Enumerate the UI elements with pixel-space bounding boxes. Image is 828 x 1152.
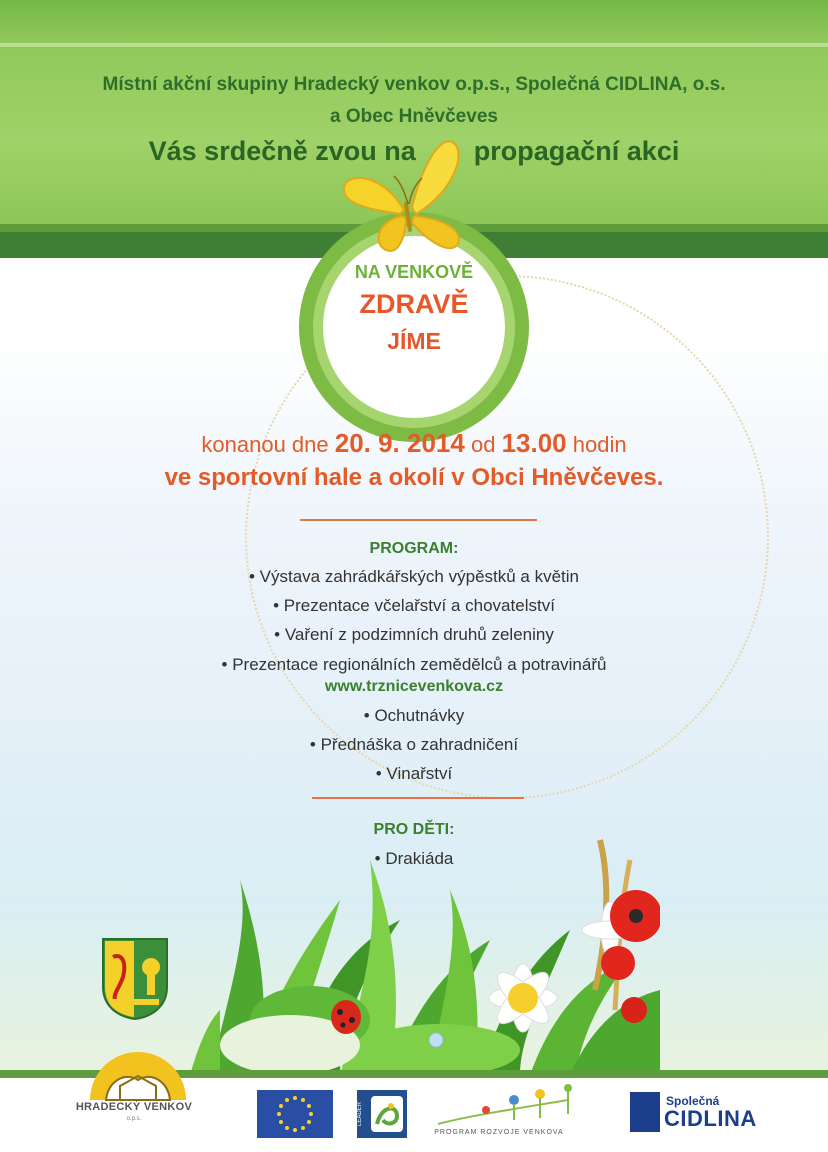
badge-line-2: ZDRAVĚ xyxy=(359,289,469,319)
date-suffix: hodin xyxy=(566,432,627,457)
kids-heading: PRO DĚTI: xyxy=(373,821,455,838)
program-item: • Přednáška o zahradničení xyxy=(309,735,519,754)
organizers-line: Místní akční skupiny Hradecký venkov o.p.s., Společná CIDLINA, o.s. xyxy=(102,74,726,95)
program-item: • Ochutnávky xyxy=(363,706,465,725)
butterfly-icon xyxy=(342,132,472,264)
badge-line-3: JÍME xyxy=(387,328,441,354)
kids-item: • Drakiáda xyxy=(374,849,454,868)
date-mid: od xyxy=(464,432,502,457)
hradecky-venkov-name: HRADECKÝ VENKOV xyxy=(75,1101,193,1113)
hradecky-venkov-sub: o.p.s. xyxy=(126,1116,142,1122)
badge-line-1: NA VENKOVĚ xyxy=(354,262,474,282)
prv-text: PROGRAM ROZVOJE VENKOVA xyxy=(434,1129,564,1136)
divider-1 xyxy=(300,519,537,521)
program-item: • Vaření z podzimních druhů zeleniny xyxy=(274,625,554,644)
event-date: 20. 9. 2014 xyxy=(334,428,465,458)
program-heading: PROGRAM: xyxy=(369,540,459,557)
program-item: • Výstava zahrádkářských výpěstků a květin xyxy=(248,567,580,586)
municipality-crest-icon xyxy=(101,937,169,1021)
cidlina-main-text: CIDLINA xyxy=(664,1106,757,1131)
program-item: • Prezentace regionálních zemědělců a potravinářů xyxy=(221,655,607,674)
event-time: 13.00 xyxy=(501,428,567,458)
event-location: ve sportovní hale a okolí v Obci Hněvčeves. xyxy=(164,464,664,491)
eu-flag-icon xyxy=(257,1090,333,1138)
header-stripe xyxy=(0,43,828,47)
grass-flowers-illustration xyxy=(190,820,660,1075)
program-item: • Vinařství xyxy=(375,764,453,783)
leader-text: LEADER xyxy=(357,1102,363,1127)
spolecna-cidlina-icon xyxy=(630,1092,660,1132)
cidlina-top-text: Společná xyxy=(666,1094,720,1108)
invitation-part-2: propagační akci xyxy=(473,136,680,166)
divider-2 xyxy=(312,797,524,799)
organizers-line-2: a Obec Hněvčeves xyxy=(330,106,498,127)
program-item: • Prezentace včelařství a chovatelství xyxy=(273,596,555,615)
website-link[interactable]: www.trznicevenkova.cz xyxy=(324,678,504,695)
date-prefix: konanou dne xyxy=(201,432,335,457)
program-rozvoje-venkova-logo xyxy=(428,1080,578,1128)
event-date-line xyxy=(0,428,828,459)
invitation-part-1: Vás srdečně zvou na xyxy=(148,136,416,166)
